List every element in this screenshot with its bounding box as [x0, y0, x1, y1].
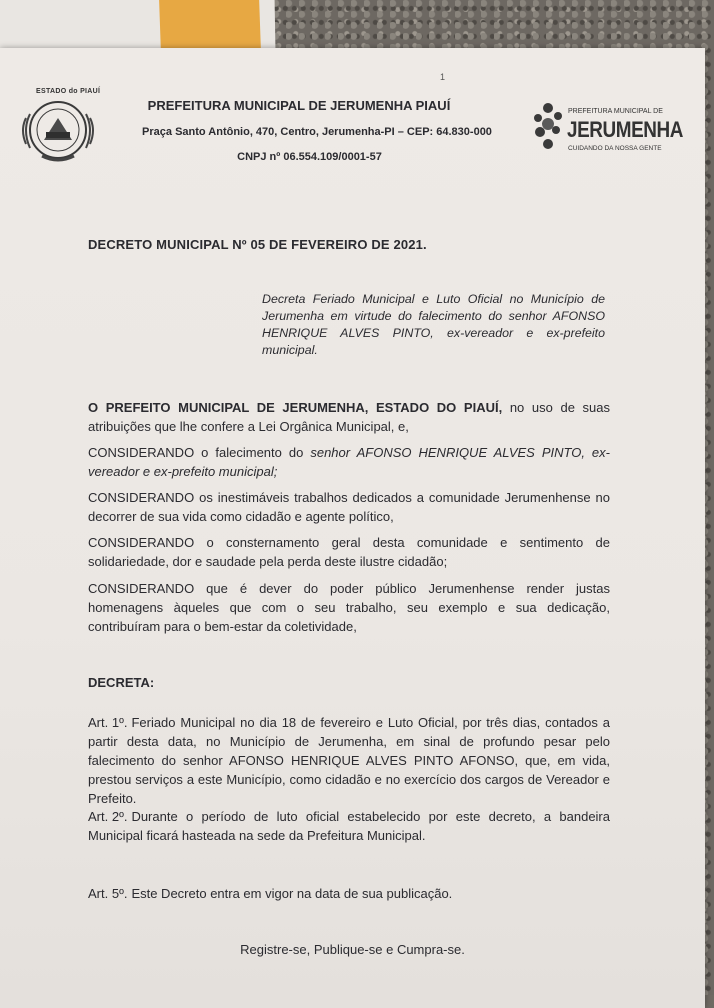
considerando-4: CONSIDERANDO que é dever do poder público Jerumenhense render justas homenagens àqueles que com o seu trabalho, seu exemplo e sua dedicação, contribuíram para o bem-estar da coletividade, — [88, 581, 610, 634]
decree-summary: Decreta Feriado Municipal e Luto Oficial no Município de Jerumenha em virtude do falecimento do senhor AFONSO HENRIQUE ALVES PINTO, ex-vereador e ex-prefeito municipal. — [262, 292, 605, 357]
article-1 — [88, 713, 610, 808]
article-2-label: Art. 2º. — [88, 809, 128, 824]
considerando-1-italic: senhor AFONSO HENRIQUE ALVES PINTO, ex-vereador e ex-prefeito municipal; — [88, 445, 610, 479]
letterhead-title: PREFEITURA MUNICIPAL DE JERUMENHA PIAUÍ — [147, 98, 451, 113]
considerando-2: CONSIDERANDO os inestimáveis trabalhos dedicados a comunidade Jerumenhense no decorrer de sua vida como cidadão e agente político, — [88, 490, 610, 524]
article-2-text: Durante o período de luto oficial estabelecido por este decreto, a bandeira Municipal ficará hasteada na sede da Prefeitura Municipal. — [88, 809, 610, 843]
article-1-text: Feriado Municipal no dia 18 de fevereiro e Luto Oficial, por três dias, contados a partir desta data, no Município de Jerumenha, em sinal de profundo pesar pelo falecimento do senhor AFONSO HENRIQUE ALVES PINTO AFONSO, que, em vida, prestou serviços a este Município, como cidadão e no exercício dos cargos de Vereador e Prefeito. — [88, 715, 610, 806]
page-mark: 1 — [440, 72, 446, 82]
article-5 — [88, 886, 452, 901]
logo-prefix: PREFEITURA MUNICIPAL DE — [568, 108, 663, 115]
document-page — [0, 48, 705, 1008]
preamble-bold: O PREFEITO MUNICIPAL DE JERUMENHA, ESTADO DO PIAUÍ, — [88, 400, 503, 415]
closing-formula: Registre-se, Publique-se e Cumpra-se. — [240, 942, 465, 957]
considerando-1-lead: CONSIDERANDO o falecimento do — [88, 445, 311, 460]
municipal-logo — [530, 98, 683, 170]
letterhead-address: Praça Santo Antônio, 470, Centro, Jerumenha-PI – CEP: 64.830-000 — [142, 126, 492, 138]
decree-title: DECRETO MUNICIPAL Nº 05 DE FEVEREIRO DE 2021. — [88, 237, 427, 252]
article-5-label: Art. 5º. — [88, 886, 128, 901]
considerando-1 — [88, 443, 610, 481]
seal-text: ESTADO do PIAUÍ — [36, 88, 101, 95]
article-1-label: Art. 1º. — [88, 715, 128, 730]
article-2 — [88, 807, 610, 845]
logo-tagline: CUIDANDO DA NOSSA GENTE — [568, 145, 662, 152]
article-5-text: Este Decreto entra em vigor na data de sua publicação. — [131, 886, 453, 901]
letterhead-cnpj: CNPJ nº 06.554.109/0001-57 — [237, 151, 382, 163]
logo-name: JERUMENHA — [567, 117, 683, 142]
preamble-rest: no uso de suas atribuições que lhe confere a Lei Orgânica Municipal, e, — [88, 400, 610, 434]
decreta-heading: DECRETA: — [88, 675, 155, 690]
flower-logo-icon — [530, 98, 566, 158]
considerando-3: CONSIDERANDO o consternamento geral desta comunidade e sentimento de solidariedade, dor e saudade pela perda deste ilustre cidadão; — [88, 535, 610, 569]
letterhead — [112, 98, 522, 163]
preamble — [88, 398, 610, 436]
